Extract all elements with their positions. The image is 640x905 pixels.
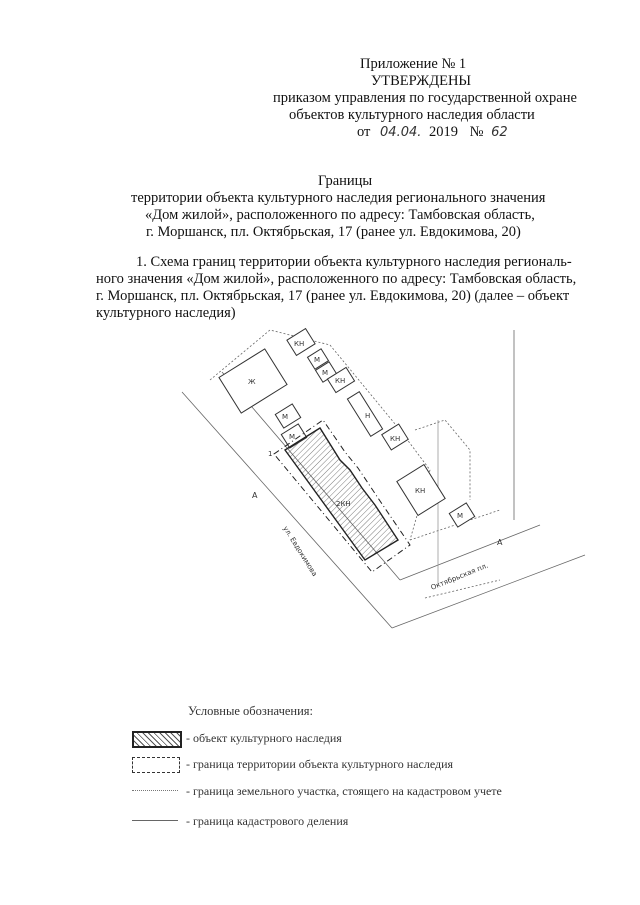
order-line-1: приказом управления по государственной охране xyxy=(273,90,577,106)
legend-item-heritage-object: - объект культурного наследия xyxy=(186,731,342,745)
legend-swatch-land-plot xyxy=(132,790,178,791)
label-heritage-object: 2КН xyxy=(336,500,351,508)
square-edge xyxy=(392,555,585,628)
title-line-2: территории объекта культурного наследия регионального значения xyxy=(131,190,546,206)
title-borders: Границы xyxy=(318,173,373,189)
paragraph-line-2: ного значения «Дом жилой», расположенного по адресу: Тамбовская область, xyxy=(96,271,577,287)
legend-title: Условные обозначения: xyxy=(188,704,314,718)
label-kn: КН xyxy=(390,435,401,443)
label-oktyabrskaya-square: Октябрьская пл. xyxy=(429,561,490,592)
legend-swatch-heritage-object xyxy=(132,731,182,748)
paragraph-line-3: г. Моршанск, пл. Октябрьская, 17 (ранее ул. Евдокимова, 20) (далее – объект xyxy=(96,288,570,304)
legend-swatch-cadastral-division xyxy=(132,820,178,821)
number-prefix: № xyxy=(469,124,484,140)
title-line-4: г. Моршанск, пл. Октябрьская, 17 (ранее ул. Евдокимова, 20) xyxy=(146,224,521,240)
heritage-object-building xyxy=(285,428,401,560)
label-kn: КН xyxy=(415,487,426,495)
paragraph-line-4: культурного наследия) xyxy=(96,305,236,321)
label-m: М xyxy=(457,512,464,520)
approved-heading: УТВЕРЖДЕНЫ xyxy=(371,73,472,89)
legend-item-land-plot: - граница земельного участка, стоящего на кадастровом учете xyxy=(186,784,502,798)
paragraph-line-1: 1. Схема границ территории объекта культурного наследия региональ- xyxy=(136,254,572,270)
label-kn: КН xyxy=(335,377,346,385)
handwritten-date: 04.04. xyxy=(380,125,422,140)
label-point-1: 1 xyxy=(268,450,273,458)
order-line-2: объектов культурного наследия области xyxy=(289,107,535,123)
label-road-marker: А xyxy=(497,538,503,547)
label-m: М xyxy=(322,369,329,377)
label-m: М xyxy=(314,356,321,364)
date-year: 2019 xyxy=(429,124,459,140)
legend-item-cadastral-division: - граница кадастрового деления xyxy=(186,814,349,828)
label-n: Н xyxy=(365,412,371,420)
title-line-3: «Дом жилой», расположенного по адресу: Тамбовская область, xyxy=(145,207,535,223)
appendix-number: Приложение № 1 xyxy=(360,56,467,72)
label-zh: Ж xyxy=(248,378,256,386)
label-m: М xyxy=(282,413,289,421)
date-prefix: от xyxy=(357,124,371,140)
handwritten-number: 62 xyxy=(491,125,508,140)
legend-swatch-territory-boundary xyxy=(132,757,180,773)
label-m: М xyxy=(289,433,296,441)
label-road-marker: А xyxy=(252,491,258,500)
legend-item-territory-boundary: - граница территории объекта культурного наследия xyxy=(186,757,454,771)
label-street-evdokimova: ул. Евдокимова xyxy=(281,524,319,578)
label-kn: КН xyxy=(294,340,305,348)
